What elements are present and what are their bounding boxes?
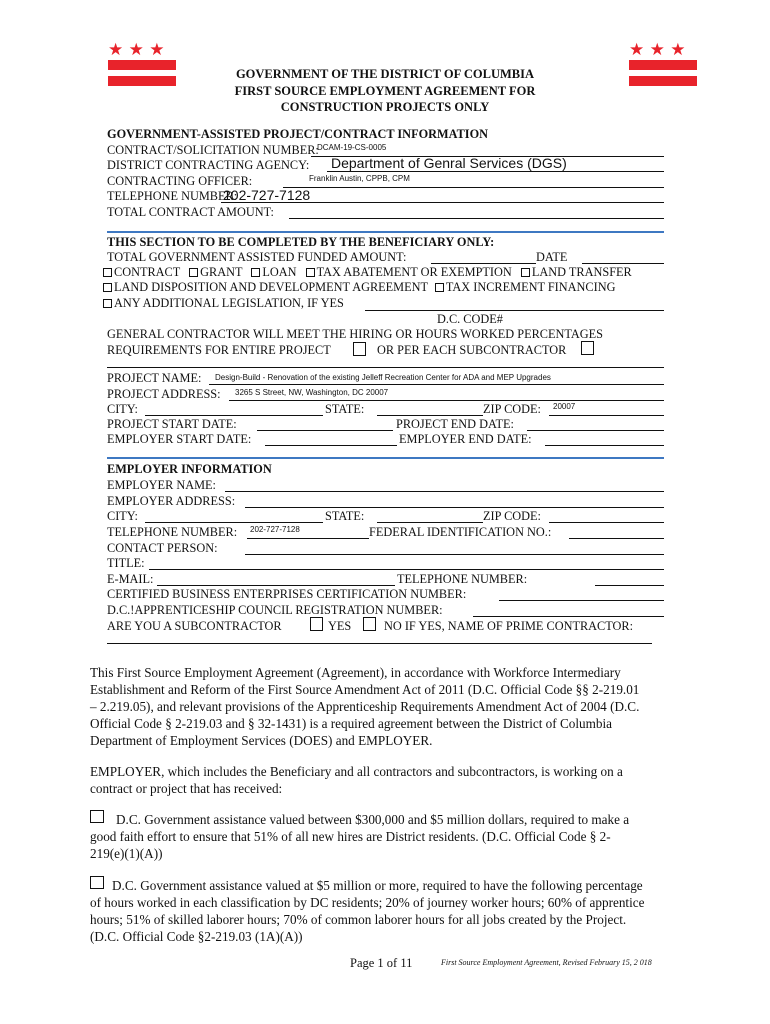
employer-start-label: EMPLOYER START DATE: (107, 432, 252, 446)
land-transfer-option-label: LAND TRANSFER (531, 265, 632, 279)
contract-amount-field[interactable] (289, 218, 664, 219)
loan-checkbox[interactable] (251, 268, 260, 277)
officer-field[interactable] (283, 187, 664, 188)
paragraph-line: D.C. Government assistance valued at $5 million or more, required to have the following percentage (112, 878, 643, 893)
apprenticeship-label: D.C.!APPRENTICESHIP COUNCIL REGISTRATION NUMBER: (107, 603, 443, 617)
project-name-field[interactable] (209, 384, 664, 385)
general-contractor-line: GENERAL CONTRACTOR WILL MEET THE HIRING OR HOURS WORKED PERCENTAGES (107, 327, 604, 341)
title-line: FIRST SOURCE EMPLOYMENT AGREEMENT FOR (234, 83, 536, 98)
fed-id-label: FEDERAL IDENTIFICATION NO.: (369, 525, 552, 539)
dc-flag-right (629, 42, 697, 88)
document-title (150, 66, 620, 116)
beneficiary-heading: THIS SECTION TO BE COMPLETED BY THE BENEFICIARY ONLY: (107, 235, 495, 249)
agency-field[interactable] (327, 171, 664, 172)
per-subcontractor-checkbox[interactable] (581, 341, 594, 355)
dc-code-label: D.C. CODE# (437, 312, 503, 326)
employer-end-label: EMPLOYER END DATE: (399, 432, 532, 446)
employer-title-label: TITLE: (107, 556, 145, 570)
project-address-field[interactable] (229, 400, 664, 401)
project-top-rule (107, 367, 664, 368)
employer-paragraph (90, 763, 680, 797)
gov-section (107, 126, 664, 226)
revision-note: First Source Employment Agreement, Revised February 15, 2 018 (441, 958, 652, 967)
officer-label: CONTRACTING OFFICER: (107, 174, 253, 188)
agency-label: DISTRICT CONTRACTING AGENCY: (107, 158, 310, 172)
officer-value: Franklin Austin, CPPB, CPM (309, 174, 410, 183)
paragraph-line: EMPLOYER, which includes the Beneficiary and all contractors and subcontractors, is working on a (90, 764, 623, 779)
employer-state-field[interactable] (377, 522, 483, 523)
project-address-label: PROJECT ADDRESS: (107, 387, 221, 401)
project-start-label: PROJECT START DATE: (107, 417, 237, 431)
subcontractor-yes-checkbox[interactable] (310, 617, 323, 631)
employer-heading: EMPLOYER INFORMATION (107, 462, 272, 476)
employer-title-field[interactable] (149, 569, 664, 570)
tax-abatement-option-label: TAX ABATEMENT OR EXEMPTION (316, 265, 512, 279)
project-zip-label: ZIP CODE: (483, 402, 541, 416)
grant-option-label: GRANT (200, 265, 243, 279)
contract-number-value: DCAM-19-CS-0005 (317, 143, 387, 152)
paragraph-line: 219(e)(1)(A)) (90, 846, 163, 861)
paragraph-line: hours; 51% of skilled laborer hours; 70% of common laborer hours for all jobs created by the Project. (90, 912, 627, 927)
employer-phone-label: TELEPHONE NUMBER: (107, 525, 238, 539)
tif-option-label: TAX INCREMENT FINANCING (445, 280, 616, 294)
employer-address-field[interactable] (245, 507, 664, 508)
employer-phone-value: 202-727-7128 (250, 525, 300, 534)
contract-amount-label: TOTAL CONTRACT AMOUNT: (107, 205, 274, 219)
contact-person-field[interactable] (245, 554, 664, 555)
contract-number-label: CONTRACT/SOLICITATION NUMBER: (107, 143, 319, 157)
section-divider (107, 231, 664, 233)
assistance-type-row-2 (103, 279, 615, 295)
fed-id-field[interactable] (569, 538, 664, 539)
agreement-paragraph (90, 664, 680, 749)
entire-project-label: REQUIREMENTS FOR ENTIRE PROJECT (107, 343, 331, 357)
paragraph-line: of hours worked in each classification by DC residents; 20% of journey worker hours; 60% of apprentice (90, 895, 645, 910)
entire-project-checkbox[interactable] (353, 342, 366, 356)
project-zip-value: 20007 (553, 402, 576, 411)
employer-start-field[interactable] (265, 445, 397, 446)
cbe-field[interactable] (499, 600, 664, 601)
project-name-label: PROJECT NAME: (107, 371, 202, 385)
apprenticeship-field[interactable] (473, 616, 664, 617)
contact-person-label: CONTACT PERSON: (107, 541, 218, 555)
flag-bar (629, 60, 697, 70)
tif-checkbox[interactable] (435, 283, 444, 292)
prime-contractor-field[interactable] (107, 643, 652, 644)
contract-checkbox[interactable] (103, 268, 112, 277)
employer-phone-field[interactable] (247, 538, 369, 539)
employer-city-field[interactable] (145, 522, 323, 523)
employer-name-field[interactable] (225, 491, 664, 492)
additional-legislation-checkbox[interactable] (103, 299, 112, 308)
gov-heading: GOVERNMENT-ASSISTED PROJECT/CONTRACT INFORMATION (107, 127, 489, 141)
loan-option-label: LOAN (262, 265, 297, 279)
agency-value: Department of Genral Services (DGS) (331, 155, 567, 171)
date-label: DATE (536, 250, 568, 264)
employer-state-label: STATE: (325, 509, 365, 523)
flag-stars: ★ ★ ★ (629, 40, 686, 60)
employer-section (107, 461, 664, 651)
employer-name-label: EMPLOYER NAME: (107, 478, 216, 492)
general-contractor-line-2 (107, 342, 331, 358)
project-section (107, 370, 664, 450)
employer-tel-field[interactable] (595, 585, 664, 586)
land-disposition-checkbox[interactable] (103, 283, 112, 292)
employer-end-field[interactable] (545, 445, 664, 446)
project-address-value: 3265 S Street, NW, Washington, DC 20007 (235, 388, 389, 397)
assistance-300k-paragraph (90, 811, 680, 862)
gov-phone-label: TELEPHONE NUMBER: (107, 189, 238, 203)
assistance-type-row (103, 264, 632, 280)
title-line: CONSTRUCTION PROJECTS ONLY (280, 100, 490, 114)
flag-stars: ★ ★ ★ (108, 40, 165, 60)
employer-zip-label: ZIP CODE: (483, 509, 541, 523)
gov-phone-value: 202-727-7128 (223, 187, 311, 203)
employer-tel-label: TELEPHONE NUMBER: (397, 572, 528, 586)
project-name-value: Design-Build - Renovation of the existing Jelleff Recreation Center for ADA and MEP Upgrades (215, 373, 551, 382)
employer-city-label: CITY: (107, 509, 138, 523)
email-label: E-MAIL: (107, 572, 154, 586)
project-end-field[interactable] (527, 430, 664, 431)
project-city-label: CITY: (107, 402, 138, 416)
title-line: GOVERNMENT OF THE DISTRICT OF COLUMBIA (235, 67, 535, 81)
project-end-label: PROJECT END DATE: (396, 417, 514, 431)
contract-option-label: CONTRACT (114, 265, 181, 279)
employer-address-label: EMPLOYER ADDRESS: (107, 494, 236, 508)
employer-zip-field[interactable] (549, 522, 664, 523)
land-transfer-checkbox[interactable] (521, 268, 530, 277)
section-divider (107, 457, 664, 459)
assistance-type-row-3 (103, 295, 344, 311)
tax-abatement-checkbox[interactable] (306, 268, 315, 277)
project-state-label: STATE: (325, 402, 365, 416)
paragraph-line: (D.C. Official Code §2-219.03 (1A)(A)) (90, 929, 303, 944)
beneficiary-section (107, 234, 664, 360)
page-number: Page 1 of 11 (350, 956, 413, 970)
paragraph-line: This First Source Employment Agreement (Agreement), in accordance with Workforce Intermediary (90, 665, 621, 680)
grant-checkbox[interactable] (189, 268, 198, 277)
cbe-label: CERTIFIED BUSINESS ENTERPRISES CERTIFICATION NUMBER: (107, 587, 467, 601)
assistance-5m-paragraph (90, 877, 680, 945)
additional-legislation-field[interactable] (365, 310, 664, 311)
subcontractor-label: ARE YOU A SUBCONTRACTOR (107, 619, 282, 633)
paragraph-line: Establishment and Reform of the First Source Amendment Act of 2011 (D.C. Official Code §§ 2-219.01 (90, 682, 640, 697)
paragraph-line: Official Code § 2-219.03 and § 32-1431) is a required agreement between the District of Columbia (90, 716, 612, 731)
subcontractor-yes-label: YES (328, 619, 352, 633)
per-subcontractor-label: OR PER EACH SUBCONTRACTOR (377, 343, 567, 357)
flag-bar (629, 76, 697, 86)
prime-contractor-label: NO IF YES, NAME OF PRIME CONTRACTOR: (384, 619, 634, 633)
land-disposition-option-label: LAND DISPOSITION AND DEVELOPMENT AGREEMENT (114, 280, 428, 294)
additional-legislation-label: ANY ADDITIONAL LEGISLATION, IF YES (114, 296, 344, 310)
funded-amount-label: TOTAL GOVERNMENT ASSISTED FUNDED AMOUNT: (107, 250, 407, 264)
project-start-field[interactable] (257, 430, 393, 431)
paragraph-line: Department of Employment Services (DOES) and EMPLOYER. (90, 733, 433, 748)
paragraph-line: contract or project that has received: (90, 781, 283, 796)
paragraph-line: – 2.219.05), and relevant provisions of the Apprenticeship Requirements Amendment Act of 2004 (D.C. (90, 699, 640, 714)
paragraph-line: good faith effort to ensure that 51% of all new hires are District residents. (D.C. Official Code § 2- (90, 829, 611, 844)
project-zip-field[interactable] (549, 415, 664, 416)
subcontractor-no-checkbox[interactable] (363, 617, 376, 631)
paragraph-line: D.C. Government assistance valued between $300,000 and $5 million dollars, required to make a (116, 812, 630, 827)
